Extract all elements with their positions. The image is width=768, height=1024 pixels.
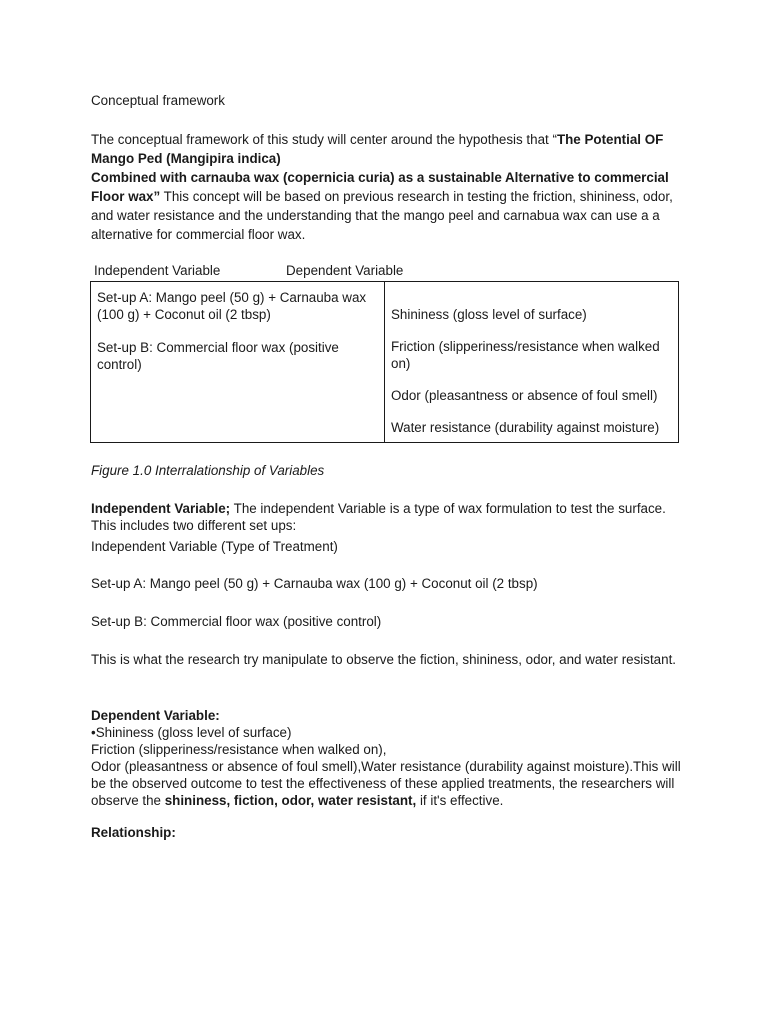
- dependent-line-tail: if it's effective.: [416, 793, 504, 808]
- dependent-line-shininess: •Shininess (gloss level of surface): [91, 725, 292, 740]
- dependent-item-shininess: Shininess (gloss level of surface): [391, 307, 587, 322]
- dependent-item-water-resistance: Water resistance (durability against moisture): [391, 420, 660, 435]
- dependent-line-friction: Friction (slipperiness/resistance when walked on),: [91, 742, 387, 757]
- variables-table: [90, 281, 679, 443]
- independent-item-setup-a: Set-up A: Mango peel (50 g) + Carnauba wax (100 g) + Coconut oil (2 tbsp): [97, 290, 367, 322]
- intro-paragraph: [91, 130, 681, 244]
- setup-a-line: Set-up A: Mango peel (50 g) + Carnauba wax (100 g) + Coconut oil (2 tbsp): [91, 576, 538, 591]
- dependent-variable-paragraph: [91, 707, 691, 809]
- intro-rest: This concept will be based on previous research in testing the friction, shininess, odor, and water resistance and the understanding that the mango peel and carnabua wax can use a a alternative for commercial floor wax.: [91, 189, 673, 242]
- dependent-variables-cell: [385, 282, 679, 443]
- independent-variable-text: The independent Variable is a type of wax formulation to test the surface. This includes two different set ups:: [91, 501, 666, 533]
- variable-headers: [94, 262, 694, 279]
- relationship-label: Relationship:: [91, 825, 176, 840]
- document-heading: Conceptual framework: [91, 93, 225, 108]
- intro-bold-title-2: Combined with carnauba wax (copernicia curia) as a sustainable Alternative to commercial Floor wax”: [91, 170, 669, 204]
- independent-item-setup-b: Set-up B: Commercial floor wax (positive control): [97, 340, 339, 372]
- relationship-heading: [91, 824, 691, 841]
- dependent-item-odor: Odor (pleasantness or absence of foul smell): [391, 388, 658, 403]
- intro-lead: The conceptual framework of this study will center around the hypothesis that “: [91, 132, 557, 147]
- independent-variable-paragraph: [91, 500, 691, 534]
- table-row: [91, 282, 679, 443]
- dependent-variable-label: Dependent Variable:: [91, 708, 220, 723]
- independent-variable-header: Independent Variable: [94, 263, 221, 278]
- dependent-line-odor: Odor (pleasantness or absence of foul smell),Water resistance (durability against moisture).This will be the observed outcome to test the effectiveness of these applied treatments, the researchers will observe the: [91, 759, 681, 808]
- figure-caption: Figure 1.0 Interralationship of Variables: [91, 463, 325, 478]
- dependent-item-friction: Friction (slipperiness/resistance when walked on): [391, 339, 660, 371]
- intro-bold-title: The Potential OF Mango Ped (Mangipira indica): [91, 132, 664, 166]
- manipulation-paragraph: This is what the research try manipulate to observe the fiction, shininess, odor, and water resistant.: [91, 652, 677, 667]
- independent-variable-type-line: Independent Variable (Type of Treatment): [91, 539, 338, 554]
- independent-variables-cell: [91, 282, 385, 443]
- dependent-variable-header: Dependent Variable: [286, 263, 404, 278]
- dependent-bold-observations: shininess, fiction, odor, water resistant,: [164, 793, 417, 808]
- independent-variable-label: Independent Variable;: [91, 501, 231, 516]
- setup-b-line: Set-up B: Commercial floor wax (positive control): [91, 614, 382, 629]
